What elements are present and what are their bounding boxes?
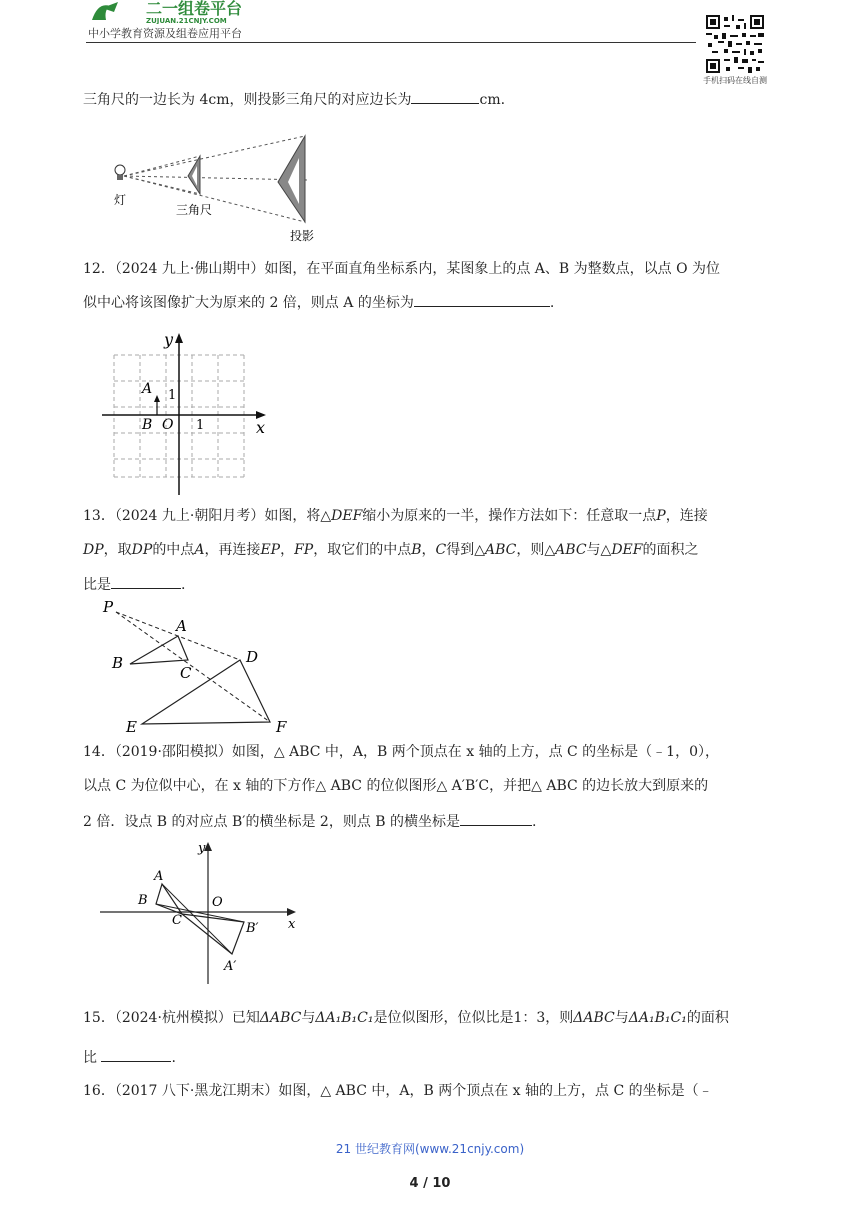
q13-line2: DP，取DP的中点A，再连接EP，FP，取它们的中点B，C得到△ABC，则△ABC与△DEF的面积之 xyxy=(83,542,699,558)
x-axis-label: x xyxy=(256,418,266,437)
q12-coordinate-figure xyxy=(98,325,273,497)
answer-blank[interactable] xyxy=(460,811,532,826)
origin-label: O xyxy=(212,895,223,910)
y-axis-label: y xyxy=(164,330,174,349)
point-a-prime-label: A′ xyxy=(224,959,237,974)
point-d-label: D xyxy=(246,648,259,666)
q12-line2: 似中心将该图像扩大为原来的 2 倍，则点 A 的坐标为 . xyxy=(83,292,554,313)
qr-caption: 手机扫码在线自测 xyxy=(703,76,767,85)
y-axis-label: y xyxy=(198,841,206,856)
point-f-label: F xyxy=(276,718,287,736)
origin-label: O xyxy=(162,417,174,433)
projection-label: 投影 xyxy=(290,229,315,243)
header-subtitle: 中小学教育资源及组卷应用平台 xyxy=(88,27,242,40)
point-a-label: A xyxy=(176,617,187,635)
answer-blank[interactable] xyxy=(414,292,550,307)
q14-line1: 14．（2019·邵阳模拟）如图，△ ABC 中，A，B 两个顶点在 x 轴的上方，点 C 的坐标是（﹣1，0）， xyxy=(83,744,719,760)
q15-line2: 比 . xyxy=(83,1047,176,1068)
answer-blank[interactable] xyxy=(101,1047,171,1062)
answer-blank[interactable] xyxy=(411,89,479,104)
q12-line1: 12．（2024 九上·佛山期中）如图，在平面直角坐标系内，某图象上的点 A、B 为整数点，以点 O 为位 xyxy=(83,261,721,277)
point-a-label: A xyxy=(142,381,153,397)
point-b-label: B xyxy=(142,417,153,433)
brand-title: 二一组卷平台 xyxy=(146,0,243,18)
q11-text: 三角尺的一边长为 4cm，则投影三角尺的对应边长为 cm. xyxy=(83,89,505,110)
brand-logo xyxy=(88,0,278,24)
q11-figure xyxy=(108,134,338,246)
x-unit-label: 1 xyxy=(196,418,205,433)
q13-line3: 比是 . xyxy=(83,574,185,595)
page-number: 4 / 10 xyxy=(409,1176,451,1191)
ruler-label: 三角尺 xyxy=(176,203,213,217)
brand-url: ZUJUAN.21CNJY.COM xyxy=(146,17,227,24)
point-a-label: A xyxy=(154,869,164,884)
point-b-prime-label: B′ xyxy=(246,921,259,936)
footer-site-link[interactable]: 21 世纪教育网(www.21cnjy.com) xyxy=(335,1142,525,1156)
point-c-label: C xyxy=(172,913,182,928)
point-c-label: C xyxy=(180,664,192,682)
q16-line1: 16．（2017 八下·黑龙江期末）如图，△ ABC 中，A，B 两个顶点在 x 轴的上方，点 C 的坐标是（﹣ xyxy=(83,1083,713,1099)
q13-line1: 13．（2024 九上·朝阳月考）如图，将△DEF缩小为原来的一半，操作方法如下：任意取一点P，连接 xyxy=(83,508,708,524)
q14-line2: 以点 C 为位似中心，在 x 轴的下方作△ ABC 的位似图形△ A′B′C，并把△ ABC 的边长放大到原来的 xyxy=(83,778,709,794)
point-b-label: B xyxy=(112,654,124,672)
x-axis-label: x xyxy=(288,917,296,932)
q13-figure xyxy=(100,598,296,736)
point-b-label: B xyxy=(138,893,148,908)
lamp-label: 灯 xyxy=(114,193,127,207)
answer-blank[interactable] xyxy=(111,574,181,589)
point-e-label: E xyxy=(126,718,137,736)
point-p-label: P xyxy=(103,598,114,616)
q15-line1: 15．（2024·杭州模拟）已知ΔABC与ΔA₁B₁C₁是位似图形，位似比是1：3，则ΔABC与ΔA₁B₁C₁的面积 xyxy=(83,1010,729,1026)
q14-figure xyxy=(100,840,300,986)
q14-line3: 2 倍．设点 B 的对应点 B′的横坐标是 2，则点 B 的横坐标是 . xyxy=(83,811,536,832)
header-divider xyxy=(86,42,696,43)
qr-code-icon[interactable] xyxy=(706,15,764,73)
y-unit-label: 1 xyxy=(168,388,177,403)
